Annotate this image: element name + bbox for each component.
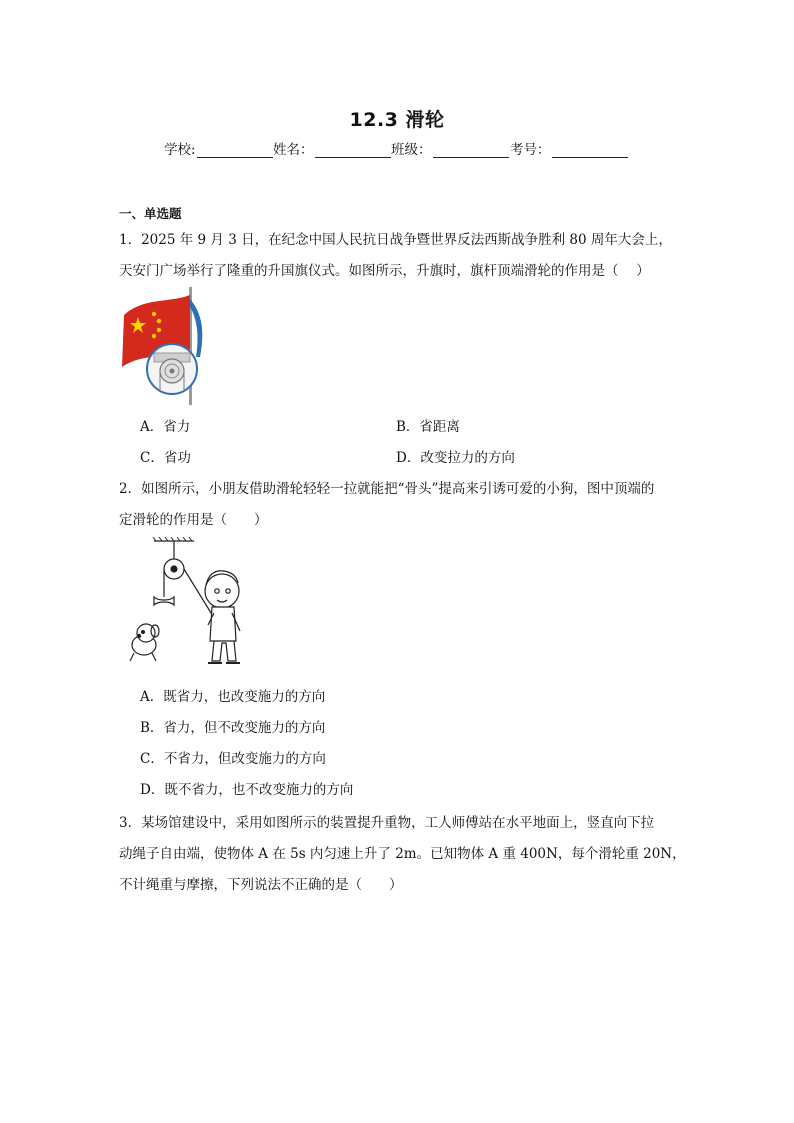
dog-nose: [137, 634, 140, 637]
question-2-line-2: 定滑轮的作用是（ ）: [119, 512, 268, 528]
class-field[interactable]: [391, 138, 509, 158]
flag-small-star: [152, 312, 156, 316]
section-heading: 一、单选题: [119, 206, 182, 221]
page-title: 12.3 滑轮: [349, 109, 445, 131]
school-label: 学校:: [164, 142, 196, 158]
boy-body: [210, 607, 236, 641]
question-1-option-a[interactable]: A．省力: [140, 419, 191, 435]
question-3-line-3: 不计绳重与摩擦，下列说法不正确的是（ ）: [119, 877, 403, 893]
question-3-line-2: 动绳子自由端，使物体 A 在 5s 内匀速上升了 2m。已知物体 A 重 400N，每个滑轮重 20N，: [119, 846, 686, 862]
flag-small-star: [157, 328, 161, 332]
question-1-option-c[interactable]: C．省功: [140, 450, 191, 466]
question-2-line-1: 2．如图所示，小朋友借助滑轮轻轻一拉就能把“骨头”提高来引诱可爱的小狗，图中顶端的: [119, 481, 655, 497]
question-3-line-1: 3．某场馆建设中，采用如图所示的装置提升重物，工人师傅站在水平地面上，竖直向下拉: [119, 815, 655, 831]
question-1-line-1: 1．2025 年 9 月 3 日，在纪念中国人民抗日战争暨世界反法西斯战争胜利 80 周年大会上，: [119, 232, 672, 248]
flag-small-star: [157, 319, 161, 323]
question-1-option-d[interactable]: D．改变拉力的方向: [396, 450, 515, 466]
question-2-option-b[interactable]: B．省力，但不改变施力的方向: [140, 720, 326, 736]
school-field[interactable]: [164, 138, 273, 158]
dog-eye: [142, 631, 145, 634]
class-label: 班级：: [391, 142, 432, 158]
bone: [154, 597, 174, 605]
question-2-option-c[interactable]: C．不省力，但改变施力的方向: [140, 751, 326, 767]
boy-legs: [212, 641, 236, 661]
question-1-option-b[interactable]: B．省距离: [396, 419, 460, 435]
pulley-axle: [170, 369, 175, 374]
question-1-line-2: 天安门广场举行了隆重的升国旗仪式。如图所示，升旗时，旗杆顶端滑轮的作用是（ ）: [119, 263, 650, 279]
exam-number-blank[interactable]: [552, 143, 628, 158]
name-blank[interactable]: [315, 143, 391, 158]
name-label: 姓名：: [273, 142, 314, 158]
name-field[interactable]: [273, 138, 391, 158]
question-2-option-d[interactable]: D．既不省力，也不改变施力的方向: [140, 782, 354, 798]
flag-small-star: [152, 334, 156, 338]
exam-number-field[interactable]: [510, 138, 628, 158]
school-blank[interactable]: [197, 143, 273, 158]
boy-pulley-dog-figure: [122, 537, 272, 669]
fixed-pulley-axle: [171, 566, 177, 572]
question-2-option-a[interactable]: A．既省力，也改变施力的方向: [140, 689, 326, 705]
class-blank[interactable]: [433, 143, 509, 158]
flag-pulley-figure: [120, 287, 208, 405]
exam-number-label: 考号：: [510, 142, 551, 158]
boy-head: [205, 574, 239, 608]
